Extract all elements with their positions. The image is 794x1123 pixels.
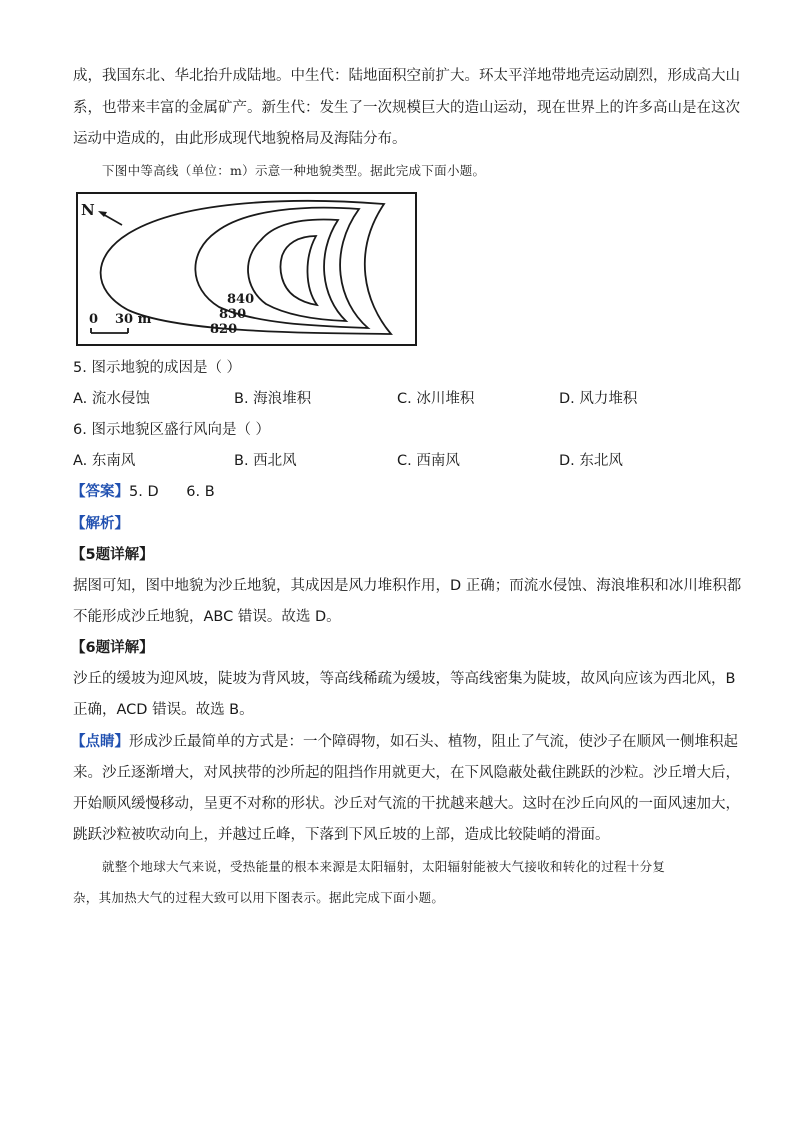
q6-option-b[interactable]: B. 西北风 (234, 453, 297, 469)
q5-option-a[interactable]: A. 流水侵蚀 (73, 391, 150, 407)
tip-tag: 【点睛】 (71, 734, 129, 750)
tip-text-1: 形成沙丘最简单的方式是：一个障碍物，如石头、植物，阻止了气流，使沙子在顺风一侧堆积起 (129, 734, 738, 750)
analysis-tag: 【解析】 (71, 516, 129, 532)
q6-option-c[interactable]: C. 西南风 (397, 453, 460, 469)
q6-option-d[interactable]: D. 东北风 (559, 453, 623, 469)
q5-detail-tag: 【5题详解】 (71, 547, 154, 563)
intro-line-1: 成，我国东北、华北抬升成陆地。中生代：陆地面积空前扩大。环太平洋地带地壳运动剧烈，形成高大山 (73, 68, 740, 84)
material-2-line-2: 杂，其加热大气的过程大致可以用下图表示。据此完成下面小题。 (73, 890, 445, 905)
north-label: N (81, 201, 95, 219)
scale-zero-label: 0 (89, 312, 99, 327)
contour-label-830: 830 (219, 307, 247, 322)
q6-detail-line-1: 沙丘的缓坡为迎风坡，陡坡为背风坡，等高线稀疏为缓坡，等高线密集为陡坡，故风向应该为西北风，B (73, 671, 736, 687)
tip-line-2: 来。沙丘逐渐增大，对风挟带的沙所起的阻挡作用就更大，在下风隐蔽处截住跳跃的沙粒。沙丘增大后， (73, 765, 740, 781)
tip-line-1 (71, 732, 738, 752)
tip-line-4: 跳跃沙粒被吹动向上，并越过丘峰，下落到下风丘坡的上部，造成比较陡峭的滑面。 (73, 827, 610, 843)
answer-line (71, 482, 215, 502)
question-5-stem: 5. 图示地貌的成因是（ ） (73, 360, 242, 376)
material-2-line-1: 就整个地球大气来说，受热能量的根本来源是太阳辐射，太阳辐射能被大气接收和转化的过程十分复 (102, 859, 666, 874)
q6-detail-tag: 【6题详解】 (71, 640, 154, 656)
contour-label-820: 820 (210, 322, 238, 337)
q5-detail-line-2: 不能形成沙丘地貌，ABC 错误。故选 D。 (73, 609, 341, 625)
intro-line-3: 运动中造成的，由此形成现代地貌格局及海陆分布。 (73, 131, 407, 147)
q5-option-c[interactable]: C. 冰川堆积 (397, 391, 475, 407)
q6-detail-line-2: 正确，ACD 错误。故选 B。 (73, 702, 254, 718)
answer-text: 5. D 6. B (129, 484, 215, 500)
q5-option-d[interactable]: D. 风力堆积 (559, 391, 638, 407)
scale-value-label: 30 m (115, 312, 152, 327)
contour-label-840: 840 (227, 292, 255, 307)
answer-tag: 【答案】 (71, 484, 129, 500)
tip-line-3: 开始顺风缓慢移动，呈更不对称的形状。沙丘对气流的干扰越来越大。这时在沙丘向风的一面风速加大， (73, 796, 740, 812)
q5-option-b[interactable]: B. 海浪堆积 (234, 391, 312, 407)
contour-map-figure (76, 192, 417, 346)
q5-detail-line-1: 据图可知，图中地貌为沙丘地貌，其成因是风力堆积作用，D 正确；而流水侵蚀、海浪堆积和冰川堆积都 (73, 578, 742, 594)
intro-line-2: 系，也带来丰富的金属矿产。新生代：发生了一次规模巨大的造山运动，现在世界上的许多高山是在这次 (73, 100, 740, 116)
question-6-stem: 6. 图示地貌区盛行风向是（ ） (73, 422, 271, 438)
q6-option-a[interactable]: A. 东南风 (73, 453, 136, 469)
material-1-text: 下图中等高线（单位：m）示意一种地貌类型。据此完成下面小题。 (102, 163, 486, 178)
